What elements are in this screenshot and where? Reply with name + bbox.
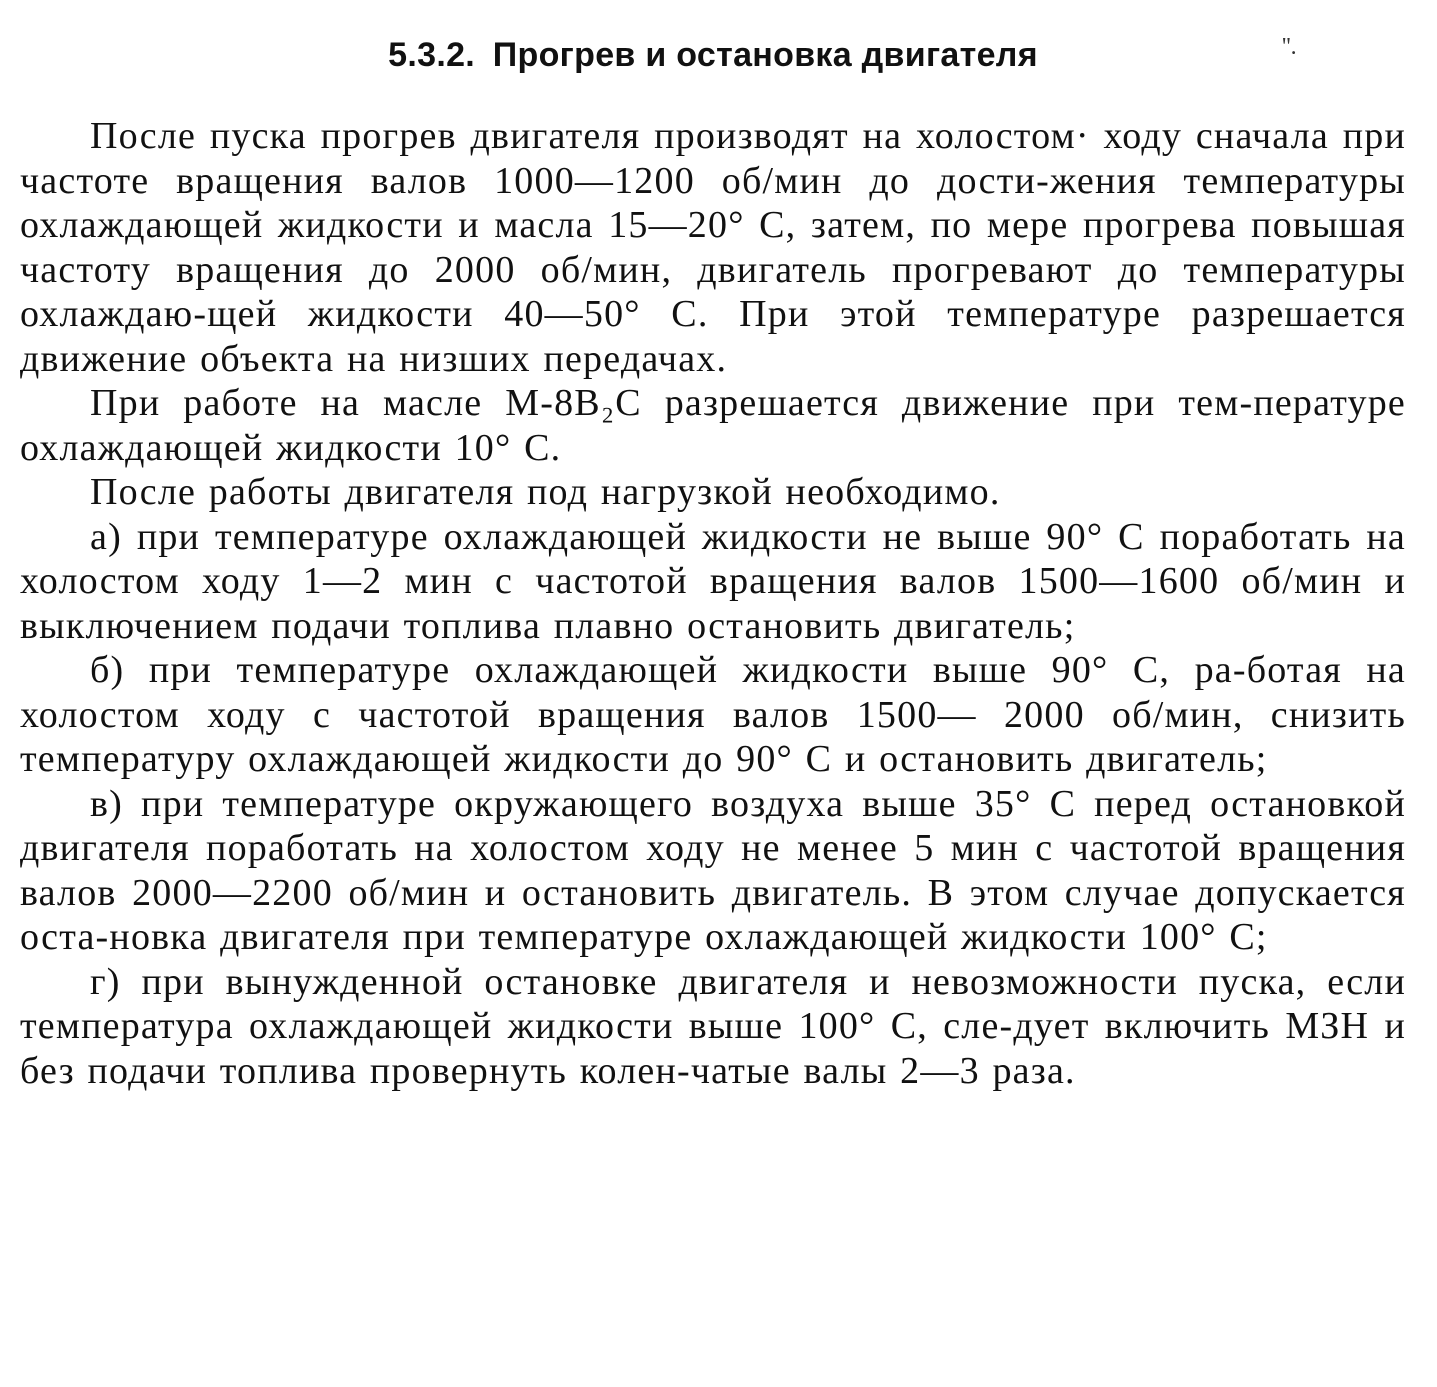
text-line: жения температуры охлаждающей жидкости и масла 15—20° С, — [20, 159, 1406, 246]
text-line: После пуска прогрев двигателя производят на холостом· ходу — [90, 115, 1196, 157]
text-line: затем, по мере прогрева повышая частоту вращения до — [20, 204, 1406, 291]
text-line: поработать на холостом ходу 1—2 мин с частотой вращения — [20, 515, 1406, 602]
text-line: остановить двигатель; — [687, 604, 1076, 647]
section-title: Прогрев и остановка двигателя — [492, 36, 1038, 74]
paragraph-item-g — [20, 960, 1406, 1094]
text-line: При работе на масле М-8В₂С разрешается движение при тем- — [90, 382, 1254, 424]
text-line: 2000 об/мин, двигатель прогревают до температуры охлаждаю- — [20, 248, 1406, 335]
text-line: в) при температуре окружающего воздуха выше 35° С перед — [90, 782, 1211, 825]
body-text — [20, 114, 1406, 1093]
text-line: ботая на холостом ходу с частотой вращения валов 1500— — [20, 649, 1406, 736]
text-line: б) при температуре охлаждающей жидкости выше 90° С, ра- — [90, 649, 1247, 691]
paragraph-oil-m8v2s — [20, 381, 1406, 470]
paragraph-warmup — [20, 114, 1406, 381]
text-line: валов 1500—1600 об/мин и выключением подачи топлива плавно — [20, 560, 1406, 647]
section-heading — [20, 36, 1406, 75]
text-line: После работы двигателя под нагрузкой необходимо. — [90, 471, 1001, 513]
text-line: пературе охлаждающей жидкости 10° С. — [20, 382, 1406, 469]
text-line: 100° С; — [1139, 916, 1268, 958]
section-heading-row — [20, 30, 1406, 92]
paragraph-item-b — [20, 648, 1406, 782]
paragraph-item-a — [20, 515, 1406, 649]
text-line: пуска, если температура охлаждающей жидкости выше 100° С, сле- — [20, 960, 1406, 1047]
text-line: щей жидкости 40—50° С. При этой температуре разрешается — [207, 293, 1406, 335]
paragraph-item-v — [20, 782, 1406, 960]
document-page — [20, 30, 1406, 1093]
text-line: 90° С и остановить двигатель; — [736, 738, 1268, 780]
text-line: сначала при частоте вращения валов 1000—1200 об/мин до дости- — [20, 115, 1406, 202]
text-line: и остановить двигатель. В этом случае допускается оста- — [20, 871, 1406, 958]
text-line: 2000 об/мин, снизить температуру охлаждающей жидкости до — [20, 693, 1406, 780]
text-line: менее 5 мин с частотой вращения валов 2000—2200 об/мин — [20, 827, 1407, 914]
text-line: остановкой двигателя поработать на холостом ходу не — [20, 782, 1406, 869]
page-mark: ''. — [1282, 34, 1297, 60]
section-number: 5.3.2. — [388, 36, 476, 74]
text-line: движение объекта на низших передачах. — [20, 337, 728, 380]
text-line: г) при вынужденной остановке двигателя и невозможности — [90, 960, 1199, 1003]
text-line: чатые валы 2—3 раза. — [690, 1049, 1076, 1092]
text-line: новка двигателя при температуре охлаждающей жидкости — [109, 916, 1140, 958]
text-line: дует включить МЗН и без подачи топлива провернуть колен- — [20, 1005, 1406, 1092]
text-line: а) при температуре охлаждающей жидкости не выше 90° С — [90, 515, 1160, 558]
paragraph-after-load — [20, 470, 1406, 515]
